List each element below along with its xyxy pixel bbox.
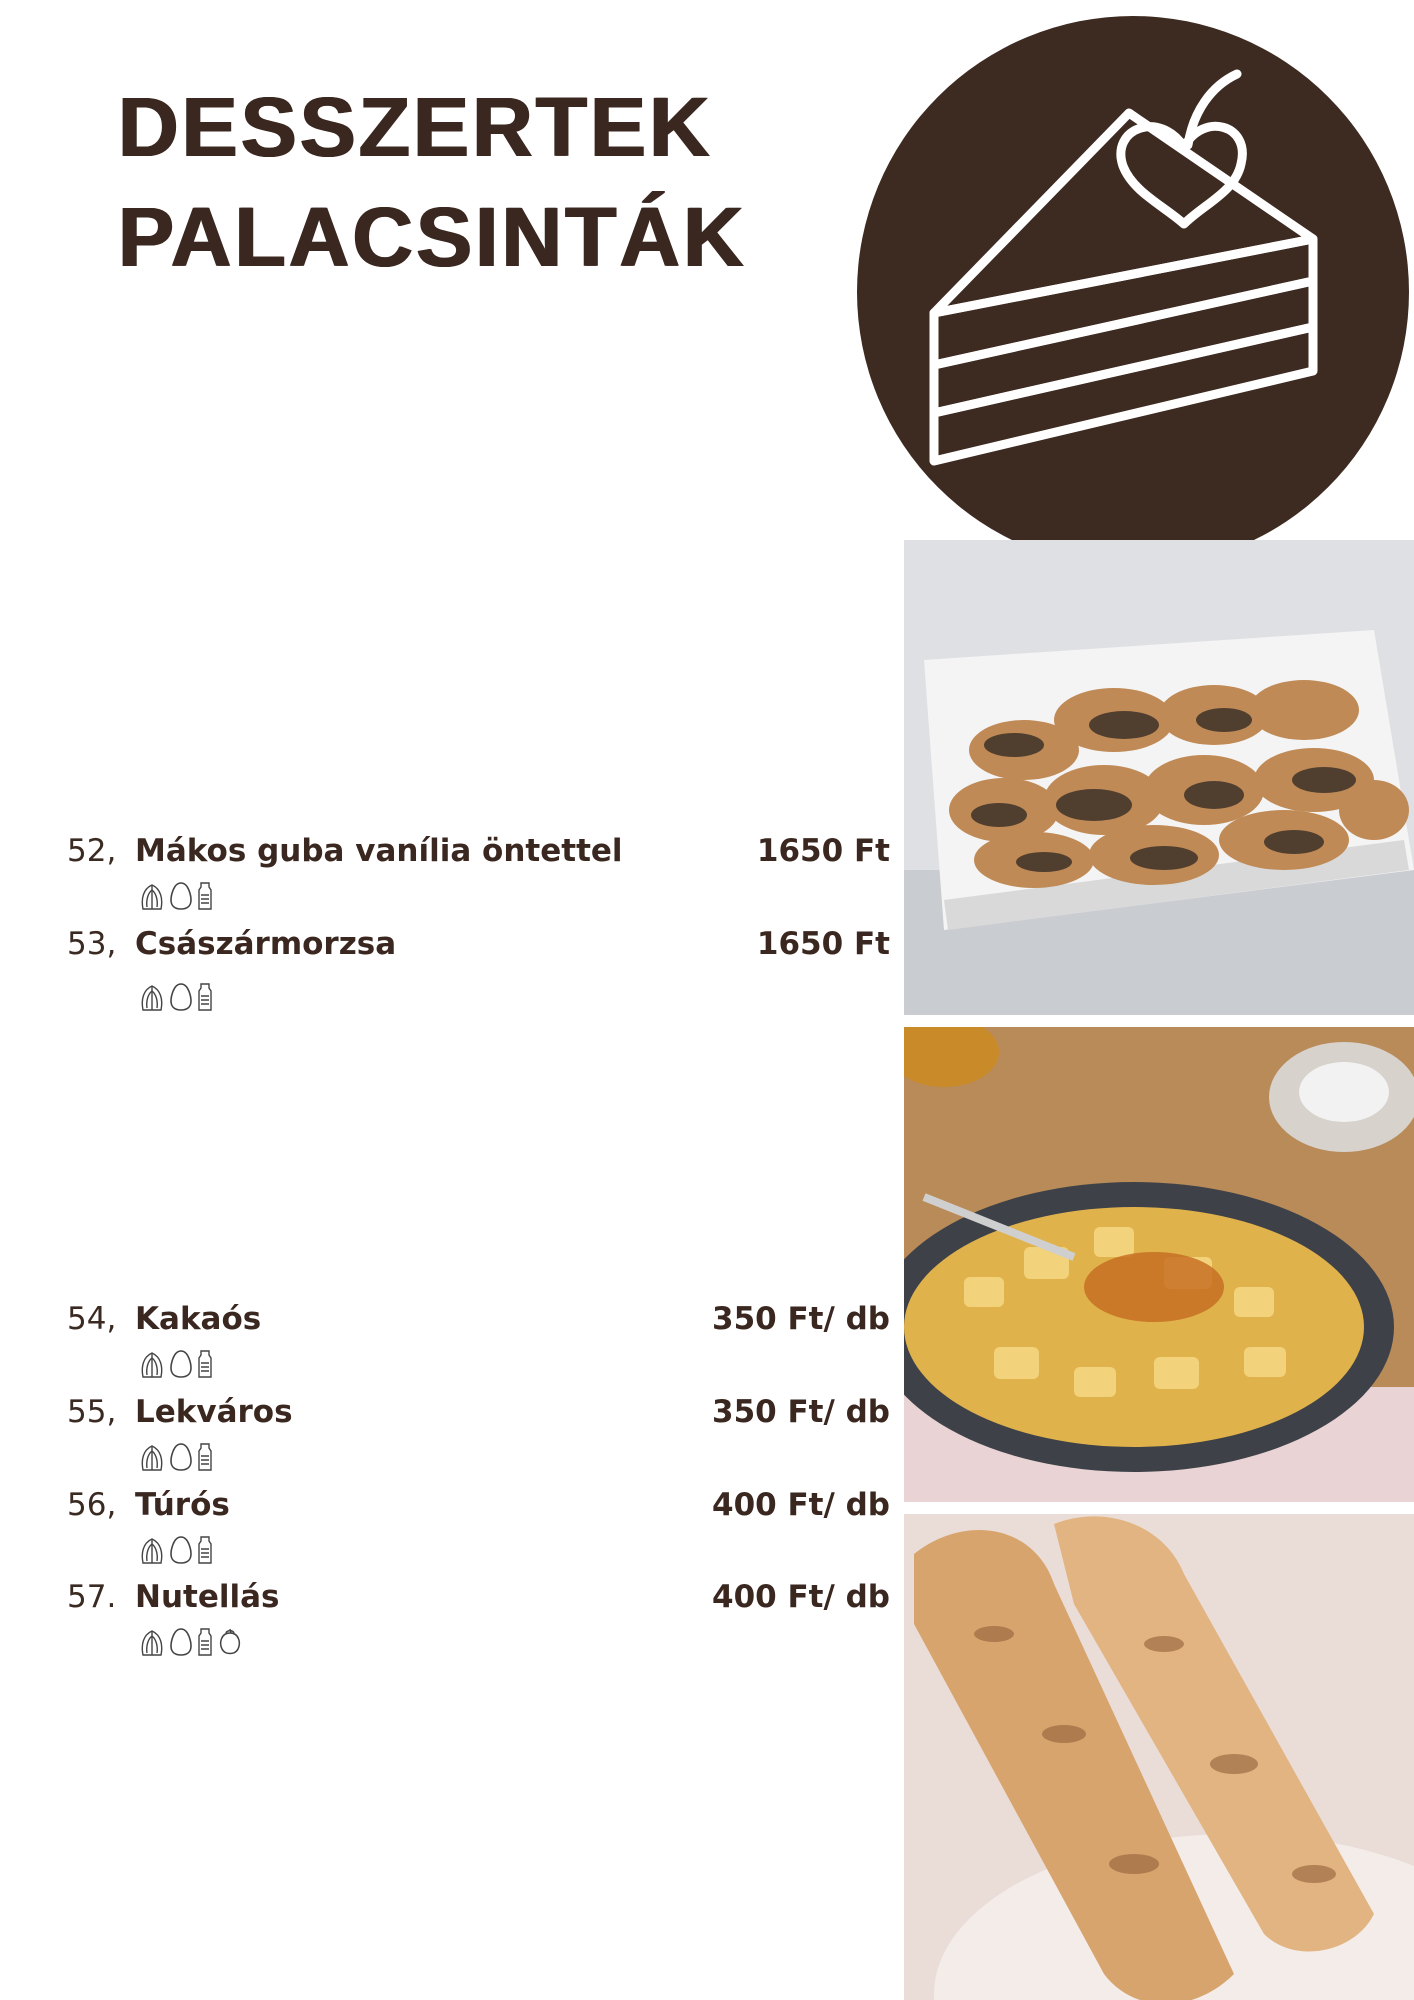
item-name: Lekváros xyxy=(135,1394,293,1430)
allergen-icons xyxy=(139,1535,213,1567)
milk-icon xyxy=(197,1535,213,1567)
gluten-icon xyxy=(139,1442,165,1474)
csaszarmorzsa-photo xyxy=(904,1027,1414,1502)
item-price: 1650 Ft xyxy=(756,833,890,869)
item-number: 52, xyxy=(67,833,117,869)
egg-icon xyxy=(169,982,193,1014)
title-line-2: PALACSINTÁK xyxy=(118,190,747,284)
item-name: Nutellás xyxy=(135,1579,280,1615)
allergen-icons xyxy=(139,1349,213,1381)
menu-item-57 xyxy=(0,1579,900,1619)
allergen-icons xyxy=(139,1442,213,1474)
dessert-badge xyxy=(857,16,1409,568)
title-line-1: DESSZERTEK xyxy=(118,80,713,174)
item-price: 400 Ft/ db xyxy=(712,1579,890,1615)
item-name: Mákos guba vanília öntettel xyxy=(135,833,623,869)
item-number: 56, xyxy=(67,1487,117,1523)
egg-icon xyxy=(169,1627,193,1659)
milk-icon xyxy=(197,1349,213,1381)
gluten-icon xyxy=(139,1349,165,1381)
gluten-icon xyxy=(139,1627,165,1659)
item-price: 350 Ft/ db xyxy=(712,1394,890,1430)
nut-icon xyxy=(217,1627,243,1659)
egg-icon xyxy=(169,1349,193,1381)
item-number: 55, xyxy=(67,1394,117,1430)
palacsinta-photo xyxy=(904,1514,1414,2000)
milk-icon xyxy=(197,1442,213,1474)
item-price: 350 Ft/ db xyxy=(712,1301,890,1337)
menu-item-54 xyxy=(0,1301,900,1341)
item-price: 1650 Ft xyxy=(756,926,890,962)
item-number: 57. xyxy=(67,1579,117,1615)
menu-item-52 xyxy=(0,833,900,873)
gluten-icon xyxy=(139,982,165,1014)
milk-icon xyxy=(197,881,213,913)
item-name: Túrós xyxy=(135,1487,230,1523)
egg-icon xyxy=(169,1535,193,1567)
allergen-icons xyxy=(139,881,213,913)
allergen-icons xyxy=(139,1627,243,1659)
item-price: 400 Ft/ db xyxy=(712,1487,890,1523)
menu-item-53 xyxy=(0,926,900,966)
item-number: 53, xyxy=(67,926,117,962)
menu-item-55 xyxy=(0,1394,900,1434)
egg-icon xyxy=(169,1442,193,1474)
allergen-icons xyxy=(139,982,213,1014)
page-title xyxy=(118,72,747,292)
egg-icon xyxy=(169,881,193,913)
item-name: Császármorzsa xyxy=(135,926,397,962)
milk-icon xyxy=(197,982,213,1014)
makos-guba-photo xyxy=(904,540,1414,1015)
menu-item-56 xyxy=(0,1487,900,1527)
gluten-icon xyxy=(139,881,165,913)
gluten-icon xyxy=(139,1535,165,1567)
cake-slice-icon xyxy=(857,16,1409,568)
milk-icon xyxy=(197,1627,213,1659)
item-number: 54, xyxy=(67,1301,117,1337)
item-name: Kakaós xyxy=(135,1301,262,1337)
